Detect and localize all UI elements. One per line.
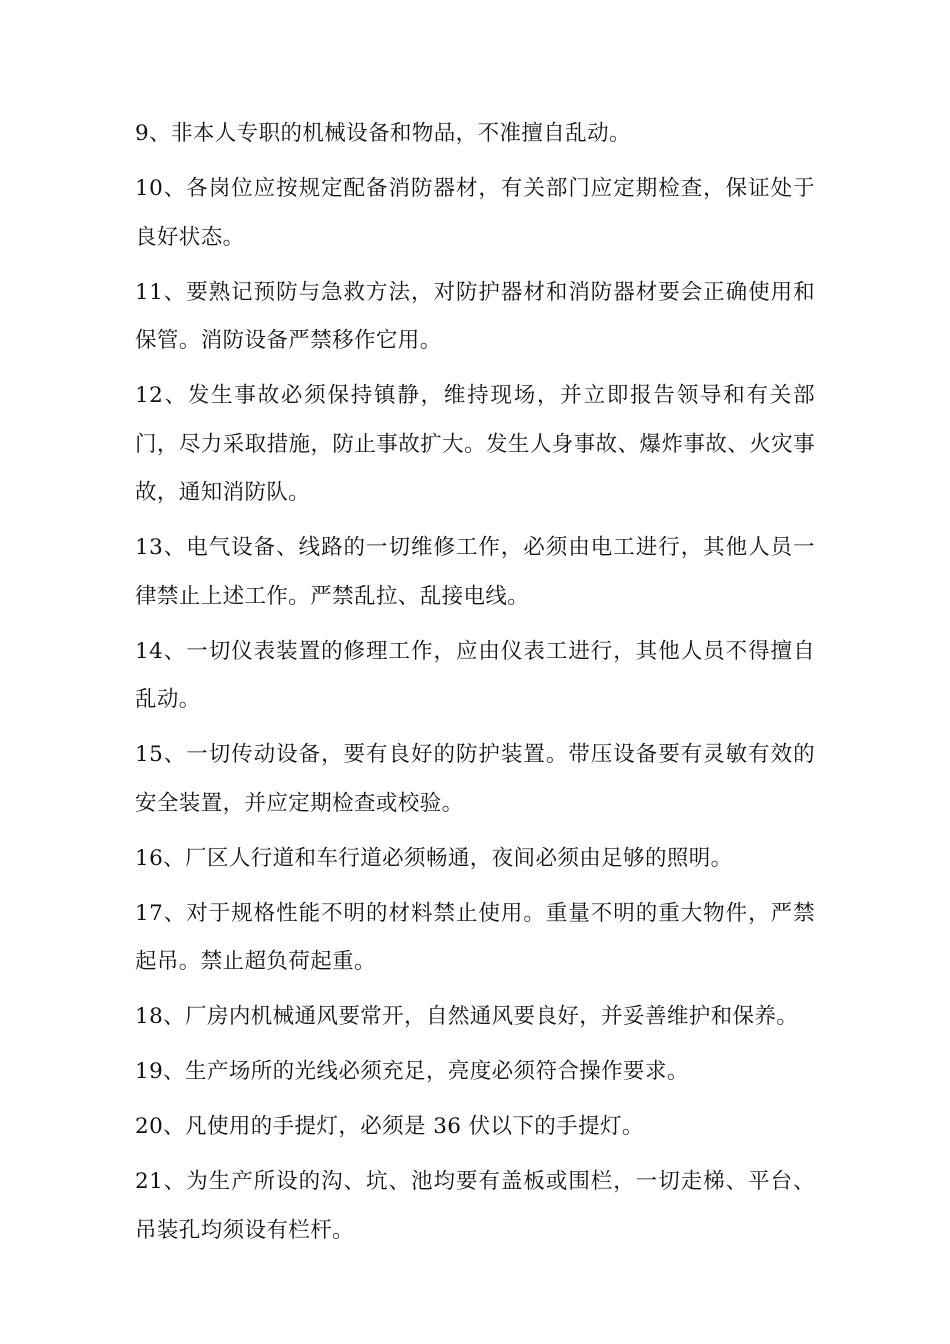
paragraph-9: 9、非本人专职的机械设备和物品，不准擅自乱动。 (135, 121, 631, 146)
paragraph-17: 17、对于规格性能不明的材料禁止使用。重量不明的重大物件，严禁起吊。禁止超负荷起重。 (135, 900, 815, 974)
paragraph-20: 20、凡使用的手提灯，必须是 36 伏以下的手提灯。 (135, 1114, 644, 1139)
paragraph-14: 14、一切仪表装置的修理工作，应由仪表工进行，其他人员不得擅自乱动。 (135, 638, 815, 712)
paragraph-18: 18、厂房内机械通风要常开，自然通风要良好，并妥善维护和保养。 (135, 1004, 799, 1029)
paragraph-11: 11、要熟记预防与急救方法，对防护器材和消防器材要会正确使用和保管。消防设备严禁移作它用。 (135, 279, 815, 353)
paragraph-12: 12、发生事故必须保持镇静，维持现场，并立即报告领导和有关部门，尽力采取措施，防止事故扩大。发生人身事故、爆炸事故、火灾事故，通知消防队。 (135, 383, 815, 505)
document-body (135, 110, 815, 1262)
paragraph-16: 16、厂区人行道和车行道必须畅通，夜间必须由足够的照明。 (135, 845, 733, 871)
paragraph-13: 13、电气设备、线路的一切维修工作，必须由电工进行，其他人员一律禁止上述工作。严禁乱拉、乱接电线。 (135, 535, 815, 609)
paragraph-15: 15、一切传动设备，要有良好的防护装置。带压设备要有灵敏有效的安全装置，并应定期检查或校验。 (135, 742, 815, 816)
paragraph-19: 19、生产场所的光线必须充足，亮度必须符合操作要求。 (135, 1059, 689, 1084)
paragraph-10: 10、各岗位应按规定配备消防器材，有关部门应定期检查，保证处于良好状态。 (135, 176, 815, 250)
paragraph-21: 21、为生产所设的沟、坑、池均要有盖板或围栏，一切走梯、平台、吊装孔均须设有栏杆。 (135, 1169, 815, 1243)
